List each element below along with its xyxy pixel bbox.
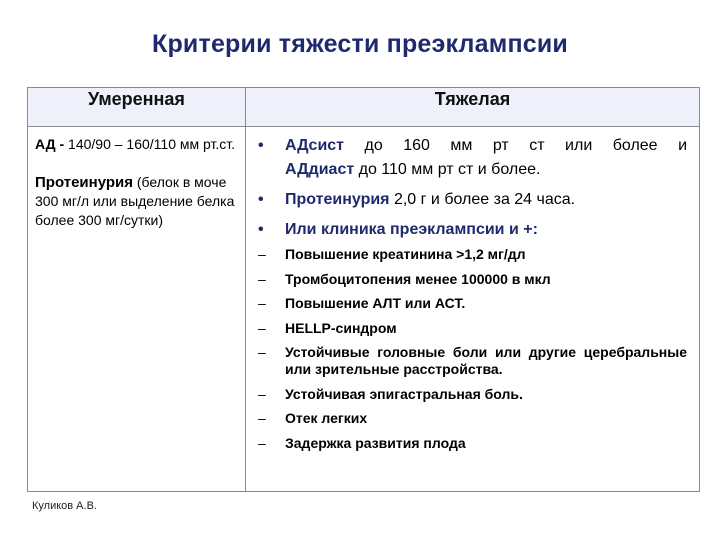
list-item: – Устойчивая эпигастральная боль. — [258, 385, 523, 402]
moderate-proteinuria-label: Протеинурия — [35, 174, 133, 191]
severe-proteinuria-label: Протеинурия — [285, 191, 390, 208]
severe-bp-dia-label: АДдиаст — [285, 161, 355, 178]
severe-clinic-heading: Или клиника преэклампсии и +: — [285, 221, 538, 238]
author-footer: Куликов А.В. — [32, 500, 97, 512]
list-item: – Отек легких — [258, 410, 368, 426]
table-header-row — [28, 88, 700, 127]
table-row — [28, 127, 700, 492]
severe-proteinuria-text: 2,0 г и более за 24 часа. — [389, 191, 576, 208]
header-moderate: Умеренная — [28, 88, 246, 127]
list-item: – Задержка развития плода — [258, 434, 466, 451]
moderate-proteinuria-text: (белок в моче 300 мг/л или выделение белка более 300 мг/сутки) — [35, 174, 235, 228]
list-item: – Устойчивые головные боли или другие церебральные или зрительные расстройства. — [258, 344, 687, 377]
list-item: • Протеинурия 2,0 г и более за 24 часа. — [258, 191, 576, 208]
severe-bp-dia-text: до 110 мм рт ст и более. — [354, 161, 541, 178]
list-item: • АДсист до 160 мм рт ст или более и АДдиаст до 110 мм рт ст и более. — [258, 137, 687, 178]
moderate-proteinuria — [35, 173, 239, 230]
severe-bp-sys-text: до 160 мм рт ст или более и — [344, 137, 687, 154]
list-item: – Повышение креатинина >1,2 мг/дл — [258, 246, 526, 262]
list-item: • Или клиника преэклампсии и +: — [258, 218, 687, 242]
moderate-cell — [28, 127, 246, 492]
moderate-bp-value: 140/90 – 160/110 мм рт.ст. — [64, 136, 236, 152]
severe-cell — [246, 127, 700, 492]
list-item: – HELLP-синдром — [258, 319, 397, 336]
moderate-bp-label: АД - — [35, 136, 65, 152]
list-item: – Тромбоцитопения менее 100000 в мкл — [258, 270, 551, 287]
list-item: – Повышение АЛТ или АСТ. — [258, 295, 466, 311]
moderate-bp — [35, 135, 239, 154]
criteria-table — [27, 87, 700, 492]
page-title: Критерии тяжести преэклампсии — [152, 30, 568, 58]
severe-bp-sys-label: АДсист — [285, 137, 345, 154]
header-severe: Тяжелая — [246, 88, 700, 127]
severe-criteria-list — [258, 246, 687, 452]
